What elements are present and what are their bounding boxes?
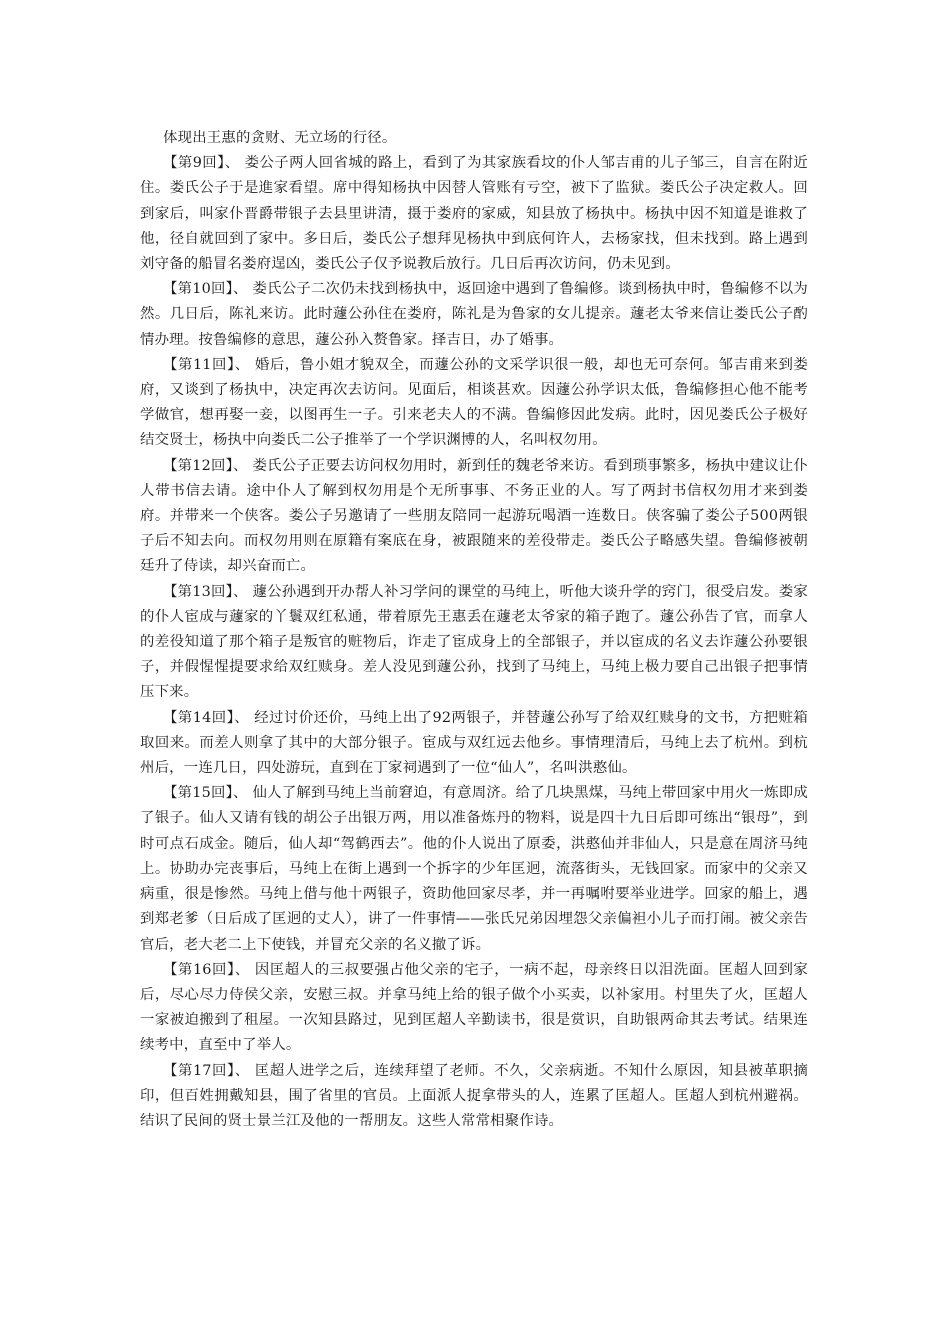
chapter-text: 娄公子两人回省城的路上，看到了为其家族看坟的仆人邹吉甫的儿子邹三，自言在附近住。娄氏公子于是進家看望。席中得知杨执中因替人管账有亏空，被下了监狱。娄氏公子决定救人。回到家后，叫家仆晋爵带银子去县里讲清，摄于娄府的家威，知县放了杨执中。杨执中因不知道是谁救了他，径自就回到了家中。多日后，娄氏公子想拜见杨执中到底何许人，去杨家找，但未找到。路上遇到刘守备的船冒名娄府逞凶，娄氏公子仅予说教后放行。几日后再次访问，仍未见到。 bbox=[140, 155, 808, 273]
chapter-10-paragraph bbox=[140, 277, 808, 353]
chapter-13-paragraph bbox=[140, 580, 808, 706]
chapter-15-paragraph bbox=[140, 781, 808, 957]
chapter-label: 【第11回】、 bbox=[163, 356, 250, 373]
chapter-label: 【第10回】、 bbox=[163, 281, 248, 298]
chapter-label: 【第9回】、 bbox=[163, 155, 240, 172]
chapter-label: 【第15回】、 bbox=[163, 785, 248, 802]
chapter-label: 【第16回】、 bbox=[163, 961, 250, 978]
document-body bbox=[140, 126, 808, 1134]
chapter-label: 【第13回】、 bbox=[163, 583, 248, 600]
chapter-11-paragraph bbox=[140, 353, 808, 454]
chapter-17-paragraph bbox=[140, 1059, 808, 1135]
chapter-text: 娄氏公子正要去访问权勿用时，新到任的魏老爷来访。看到琐事繁多，杨执中建议让仆人带书信去请。途中仆人了解到权勿用是个无所事事、不务正业的人。写了两封书信权勿用才来到娄府。并带来一个侠客。娄公子另邀请了一些朋友陪同一起游玩喝酒一连数日。侠客骗了娄公子500两银子后不知去向。而权勿用则在原籍有案底在身，被跟随来的差役带走。娄氏公子略感失望。鲁编修被朝廷升了侍读，却兴奋而亡。 bbox=[140, 457, 808, 575]
chapter-text: 仙人了解到马纯上当前窘迫，有意周济。给了几块黑煤，马纯上带回家中用火一炼即成了银子。仙人又请有钱的胡公子出银万两，用以准备炼丹的物料，说是四十九日后即可练出“银母”，到时可点石成金。随后，仙人却“驾鹤西去”。他的仆人说出了原委，洪憨仙并非仙人，只是意在周济马纯上。协助办完丧事后，马纯上在街上遇到一个拆字的少年匡迥，流落街头，无钱回家。而家中的父亲又病重，很是惨然。马纯上借与他十两银子，资助他回家尽孝，并一再嘱咐要举业进学。回家的船上，遇到郑老爹（日后成了匡迥的丈人），讲了一件事情——张氏兄弟因埋怨父亲偏袒小儿子而打闹。被父亲告官后，老大老二上下使钱，并冒充父亲的名义撤了诉。 bbox=[140, 785, 808, 953]
chapter-text: 蘧公孙遇到开办帮人补习学问的课堂的马纯上，听他大谈升学的窍门，很受启发。娄家的仆人宦成与蘧家的丫鬟双红私通，带着原先王惠丢在蘧老太爷家的箱子跑了。蘧公孙告了官，而拿人的差役知道了那个箱子是叛官的赃物后，诈走了宦成身上的全部银子，并以宦成的名义去诈蘧公孙要银子，并假惺惺提要求给双红赎身。差人没见到蘧公孙，找到了马纯上，马纯上极力要自己出银子把事情压下来。 bbox=[140, 583, 808, 701]
chapter-label: 【第12回】、 bbox=[163, 457, 248, 474]
chapter-label: 【第14回】、 bbox=[163, 709, 250, 726]
chapter-text: 因匡超人的三叔要强占他父亲的宅子，一病不起，母亲终日以泪洗面。匡超人回到家后，尽心尽力侍侯父亲，安慰三叔。并拿马纯上给的银子做个小买卖，以补家用。村里失了火，匡超人一家被迫搬到了租屋。一次知县路过，见到匡超人辛勤读书，很是赏识，自助银两命其去考试。结果连续考中，直至中了举人。 bbox=[140, 961, 808, 1054]
chapter-16-paragraph bbox=[140, 958, 808, 1059]
chapter-12-paragraph bbox=[140, 454, 808, 580]
chapter-text: 婚后，鲁小姐才貌双全，而蘧公孙的文采学识很一般，却也无可奈何。邹吉甫来到娄府，又谈到了杨执中，决定再次去访问。见面后，相谈甚欢。因蘧公孙学识太低，鲁编修担心他不能考学做官，想再娶一妾，以图再生一子。引来老夫人的不满。鲁编修因此发病。此时，因见娄氏公子极好结交贤士，杨执中向娄氏二公子推举了一个学识渊博的人，名叫权勿用。 bbox=[140, 356, 808, 449]
chapter-9-paragraph bbox=[140, 151, 808, 277]
chapter-text: 经过讨价还价，马纯上出了92两银子，并替蘧公孙写了给双红赎身的文书，方把赃箱取回来。而差人则拿了其中的大部分银子。宦成与双红远去他乡。事情理清后，马纯上去了杭州。到杭州后，一连几日，四处游玩，直到在丁家祠遇到了一位“仙人”，名叫洪憨仙。 bbox=[140, 709, 808, 777]
chapter-text: 娄氏公子二次仍未找到杨执中，返回途中遇到了鲁编修。谈到杨执中时，鲁编修不以为然。几日后，陈礼来访。此时蘧公孙住在娄府，陈礼是为鲁家的女儿提亲。蘧老太爷来信让娄氏公子酌情办理。按鲁编修的意思，蘧公孙入赘鲁家。择吉日，办了婚事。 bbox=[140, 281, 808, 348]
chapter-14-paragraph bbox=[140, 706, 808, 782]
intro-paragraph: 体现出王惠的贪财、无立场的行径。 bbox=[163, 130, 397, 146]
chapter-text: 匡超人进学之后，连续拜望了老师。不久，父亲病逝。不知什么原因，知县被革职摘印，但百姓拥戴知县，围了省里的官员。上面派人捉拿带头的人，连累了匡超人。匡超人到杭州避祸。结识了民间的贤士景兰江及他的一帮朋友。这些人常常相聚作诗。 bbox=[140, 1062, 808, 1129]
chapter-label: 【第17回】、 bbox=[163, 1062, 250, 1079]
